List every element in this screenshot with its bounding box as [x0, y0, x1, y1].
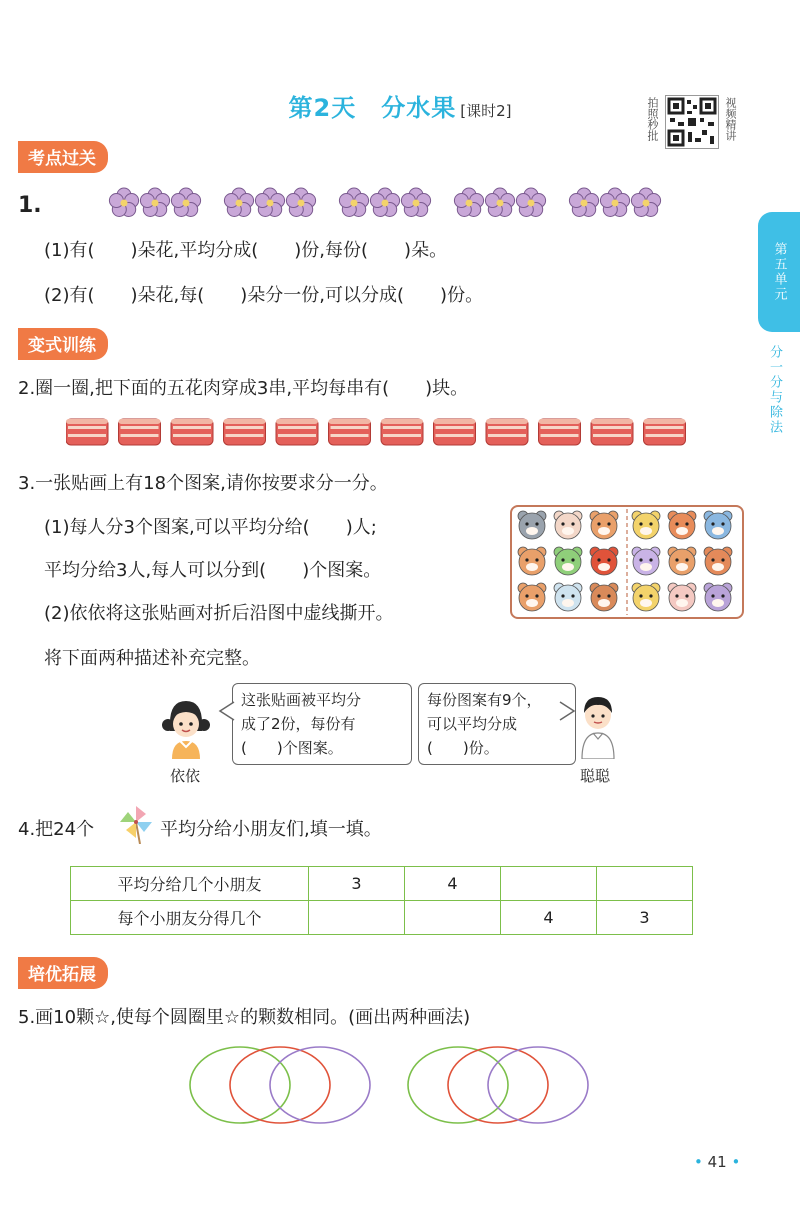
page-number-text: 41 — [707, 1153, 727, 1171]
q1-line2: (2)有( )朵花,每( )朵分一份,可以分成( )份。 — [44, 285, 484, 306]
q4-after: 平均分给小朋友们,填一填。 — [160, 819, 382, 840]
unit-tab[interactable]: 第五单元 — [758, 212, 800, 332]
bubble-right-line3: ( )份。 — [427, 739, 499, 757]
lesson-tag: [课时2] — [460, 102, 512, 120]
section-bianshi: 变式训练 — [18, 328, 108, 360]
boy-name: 聪聪 — [580, 767, 611, 785]
pork-belly-icon — [644, 419, 686, 445]
animal-sticker-icon — [704, 511, 732, 539]
animal-sticker-icon — [668, 583, 696, 611]
boy-avatar — [576, 693, 620, 759]
bubble-left-line2: 成了2份，每份有 — [241, 715, 356, 733]
page-number — [694, 1153, 740, 1171]
q3-line1: (1)每人分3个图案,可以平均分给( )人; — [44, 517, 377, 538]
pork-belly-icon — [276, 419, 318, 445]
animal-sticker-icon — [668, 547, 696, 575]
pork-belly-icon — [486, 419, 528, 445]
dot-icon: • — [694, 1153, 703, 1171]
flower-row — [108, 185, 668, 221]
flower-icon — [286, 188, 315, 216]
animal-sticker-icon — [554, 511, 582, 539]
table-cell[interactable] — [501, 867, 597, 901]
pinwheel-icon — [118, 804, 154, 844]
bubble-right-line1: 每份图案有9个， — [427, 691, 542, 709]
animal-sticker-icon — [632, 511, 660, 539]
table-cell[interactable]: 4 — [501, 901, 597, 935]
bubble-left-line1: 这张贴画被平均分 — [241, 691, 362, 709]
flower-icon — [516, 188, 545, 216]
animal-sticker-icon — [590, 583, 618, 611]
bubble-right — [418, 683, 576, 765]
bubble-left — [232, 683, 412, 765]
pork-belly-icon — [224, 419, 266, 445]
flower-icon — [339, 188, 368, 216]
pork-belly-icon — [381, 419, 423, 445]
animal-sticker-icon — [590, 547, 618, 575]
animal-sticker-icon — [632, 547, 660, 575]
venn-circles[interactable] — [180, 1040, 600, 1130]
table-cell[interactable] — [405, 901, 501, 935]
pork-belly-icon — [591, 419, 633, 445]
circle-red-2[interactable] — [448, 1047, 548, 1123]
animal-sticker-icon — [518, 583, 546, 611]
chapter-label: 分一分与除法 — [767, 345, 782, 435]
q4-table — [70, 866, 693, 935]
flower-icon — [224, 188, 253, 216]
title-text: 第2天 分水果 — [288, 94, 457, 122]
flower-icon — [569, 188, 598, 216]
pork-belly-icon — [66, 419, 108, 445]
flower-icon — [370, 188, 399, 216]
flower-icon — [485, 188, 514, 216]
q3-line3: (2)依依将这张贴画对折后沿图中虚线撕开。 — [44, 603, 394, 624]
qr-code-icon[interactable] — [665, 95, 719, 149]
flower-icon — [631, 188, 660, 216]
circle-green-2[interactable] — [408, 1047, 508, 1123]
table-row — [71, 901, 693, 935]
meat-row — [66, 413, 696, 453]
q3-line4: 将下面两种描述补充完整。 — [44, 648, 260, 669]
bubble-right-line2: 可以平均分成 — [427, 715, 518, 733]
pork-belly-icon — [329, 419, 371, 445]
flower-icon — [401, 188, 430, 216]
circle-red-1[interactable] — [230, 1047, 330, 1123]
circle-purple-2[interactable] — [488, 1047, 588, 1123]
animal-sticker-icon — [668, 511, 696, 539]
flower-icon — [600, 188, 629, 216]
flower-icon — [255, 188, 284, 216]
girl-name: 依依 — [170, 767, 201, 785]
table-cell: 每个小朋友分得几个 — [71, 901, 309, 935]
pork-belly-icon — [434, 419, 476, 445]
flower-icon — [171, 188, 200, 216]
q3-line2: 平均分给3人,每人可以分到( )个图案。 — [44, 560, 382, 581]
q5-text: 5.画10颗☆,使每个圆圈里☆的颗数相同。(画出两种画法) — [18, 1007, 471, 1028]
section-peiyou: 培优拓展 — [18, 957, 108, 989]
girl-avatar — [160, 695, 212, 759]
q1-line1: (1)有( )朵花,平均分成( )份,每份( )朵。 — [44, 240, 448, 261]
flower-icon — [109, 188, 138, 216]
circle-green-1[interactable] — [190, 1047, 290, 1123]
table-cell[interactable] — [597, 867, 693, 901]
animal-sticker-icon — [704, 547, 732, 575]
animal-sticker-icon — [554, 583, 582, 611]
q4-before: 4.把24个 — [18, 819, 95, 840]
dot-icon: • — [731, 1153, 741, 1171]
pork-belly-icon — [171, 419, 213, 445]
q1-number: 1. — [18, 193, 42, 218]
table-cell[interactable] — [309, 901, 405, 935]
animal-sticker-icon — [632, 583, 660, 611]
qr-right-label: 视频精讲 — [724, 97, 737, 141]
flower-icon — [454, 188, 483, 216]
qr-left-label: 拍照秒批 — [646, 97, 659, 141]
q3-text: 3.一张贴画上有18个图案,请你按要求分一分。 — [18, 473, 388, 494]
pork-belly-icon — [539, 419, 581, 445]
q2-text: 2.圈一圈,把下面的五花肉穿成3串,平均每串有( )块。 — [18, 378, 469, 399]
table-cell[interactable]: 3 — [309, 867, 405, 901]
circle-purple-1[interactable] — [270, 1047, 370, 1123]
bubble-left-line3: ( )个图案。 — [241, 739, 343, 757]
pork-belly-icon — [119, 419, 161, 445]
bubble-right-tail — [558, 700, 576, 722]
sticker-sheet — [510, 505, 744, 619]
bubble-left-tail — [218, 700, 236, 722]
animal-sticker-icon — [518, 511, 546, 539]
flower-icon — [140, 188, 169, 216]
animal-sticker-icon — [704, 583, 732, 611]
table-cell[interactable]: 3 — [597, 901, 693, 935]
animal-sticker-icon — [554, 547, 582, 575]
section-kaodian: 考点过关 — [18, 141, 108, 173]
animal-sticker-icon — [518, 547, 546, 575]
animal-sticker-icon — [590, 511, 618, 539]
table-cell[interactable]: 4 — [405, 867, 501, 901]
table-row — [71, 867, 693, 901]
table-cell: 平均分给几个小朋友 — [71, 867, 309, 901]
